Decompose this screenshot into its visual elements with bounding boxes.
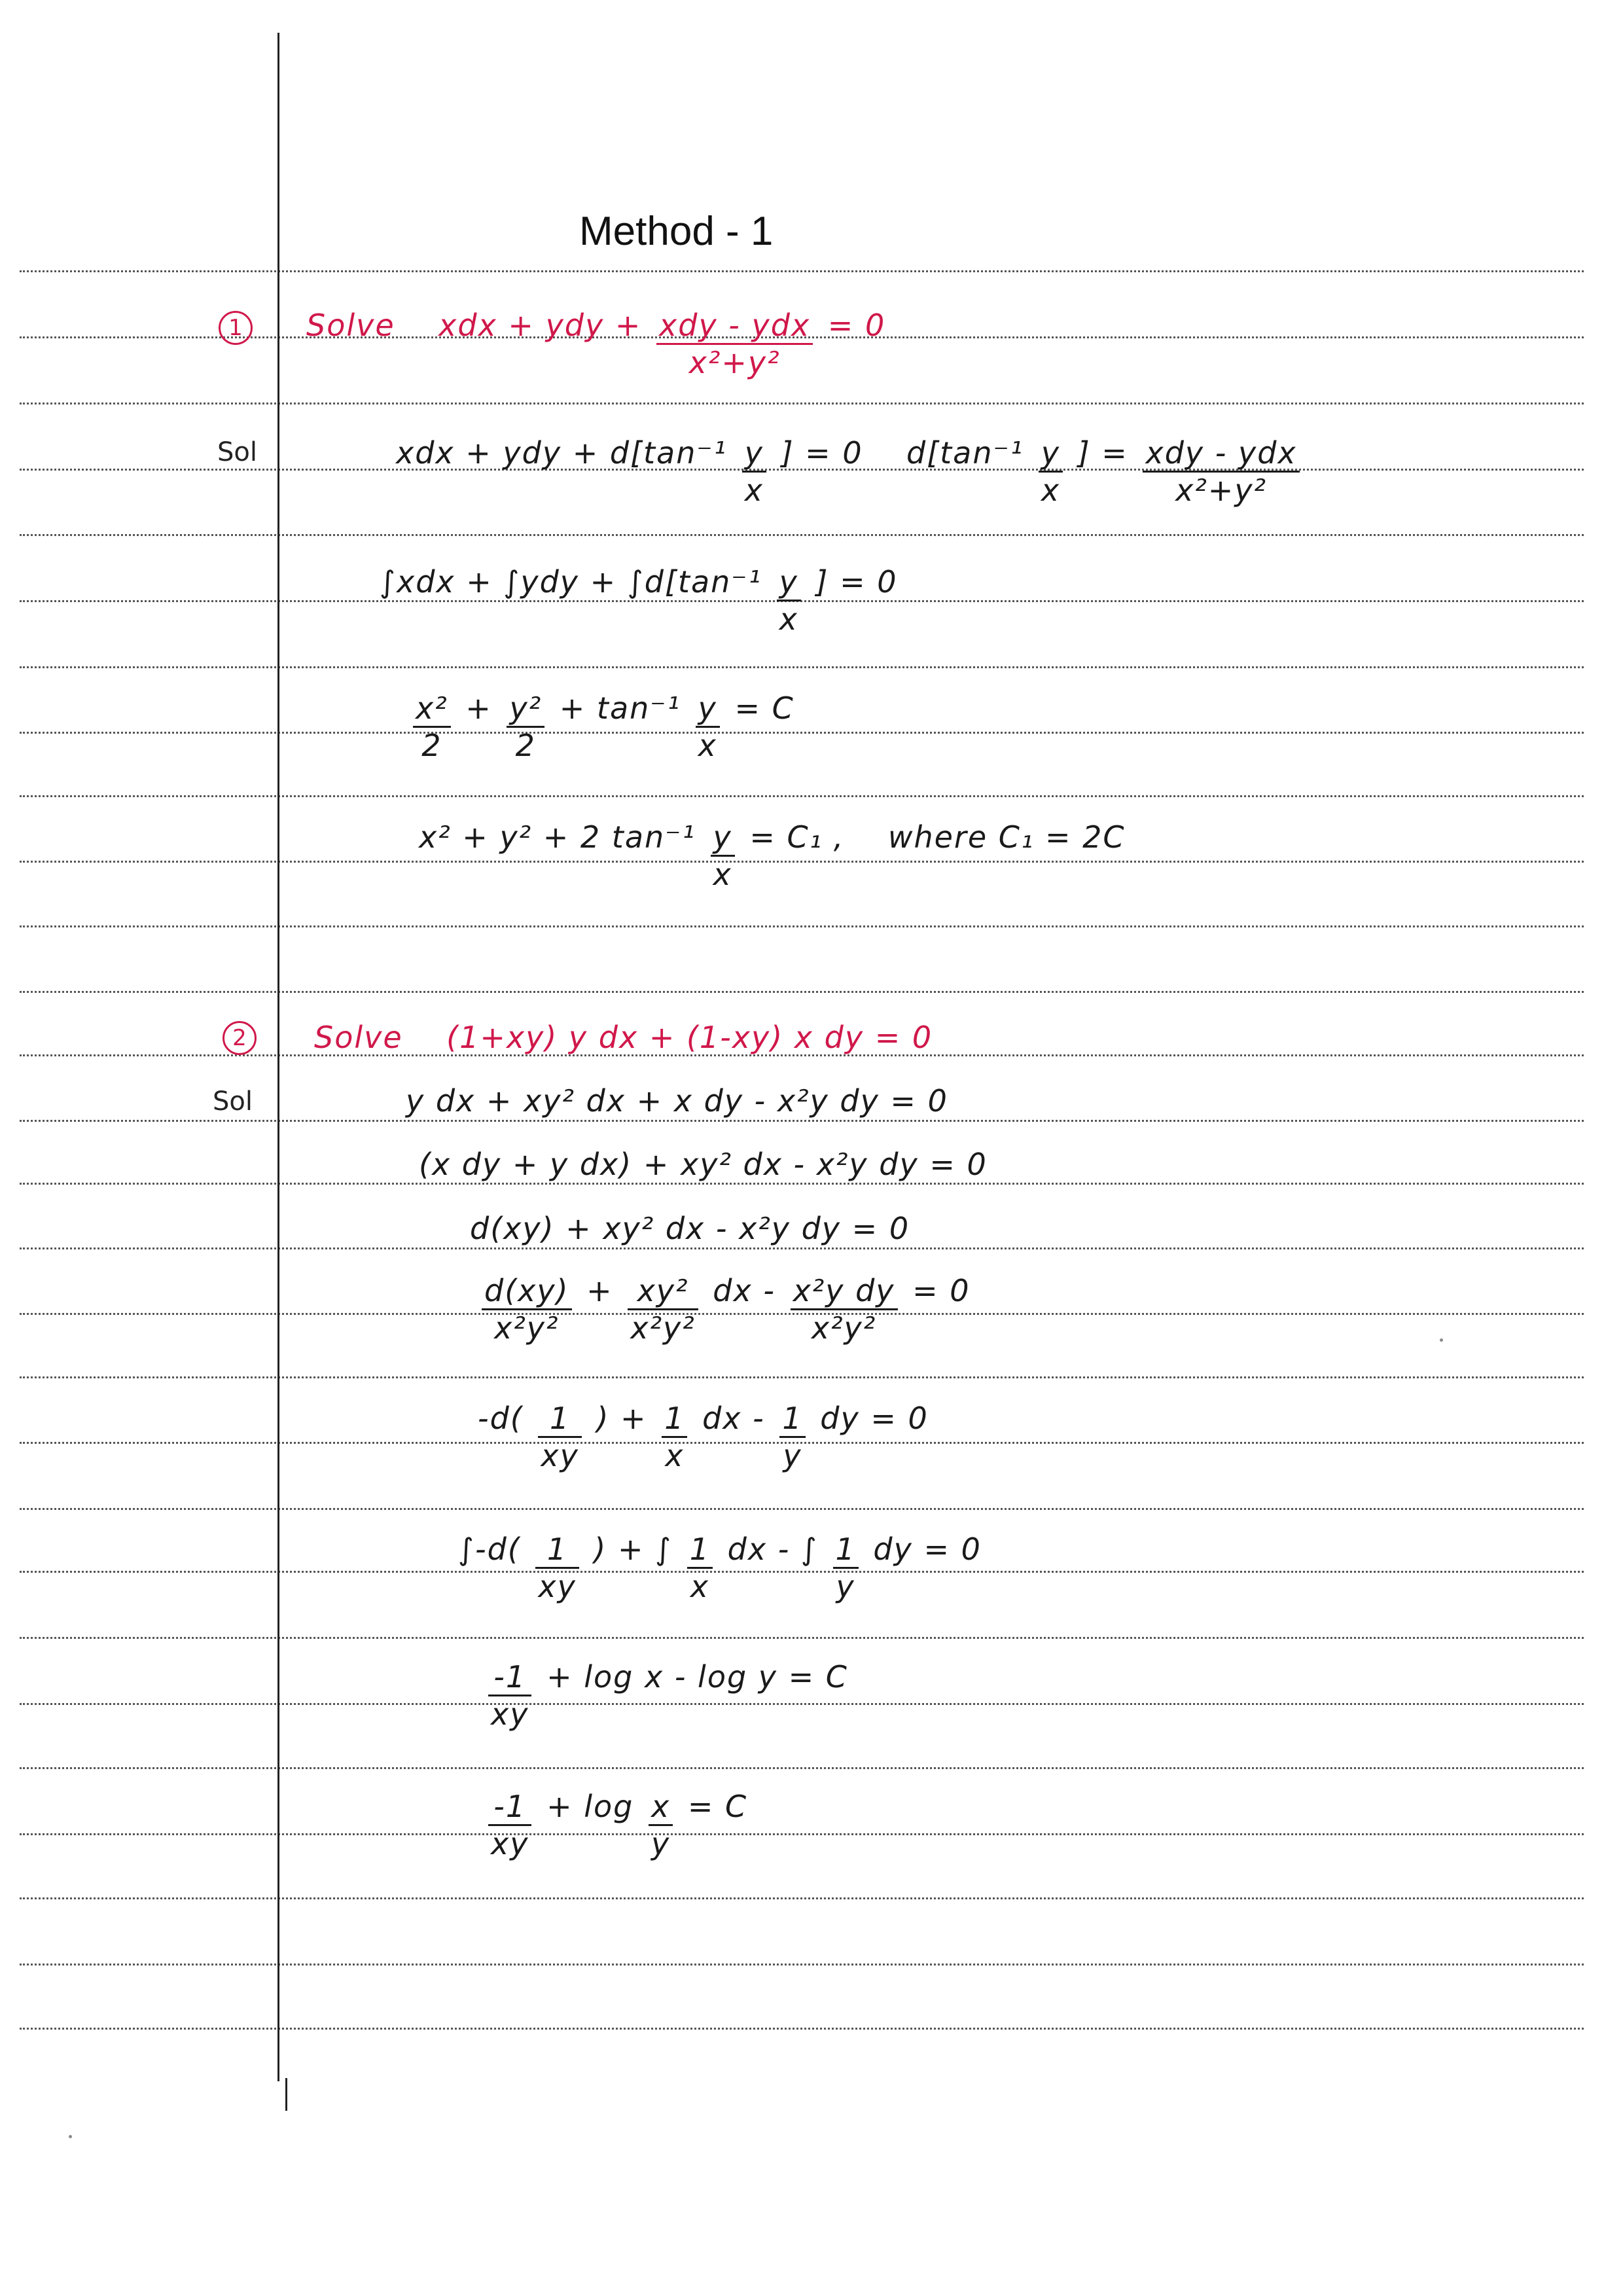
- operator: dx - ∫: [727, 1532, 818, 1567]
- frac-den: 2: [515, 728, 536, 763]
- p1-step-2: [380, 564, 898, 637]
- frac-num: xdy - ydx: [1143, 435, 1299, 473]
- step-text: ∫xdx + ∫ydy + ∫d[tan⁻¹: [380, 564, 762, 600]
- statement-text: (1+xy) y dx + (1-xy) x dy = 0: [446, 1020, 933, 1055]
- frac-num: y: [777, 564, 801, 601]
- p2-step-7: [484, 1659, 848, 1732]
- p2-step-2: (x dy + y dx) + xy² dx - x²y dy = 0: [419, 1147, 988, 1182]
- operator: -d(: [478, 1401, 524, 1436]
- page-title: Method - 1: [579, 209, 774, 254]
- step-text: = C₁ ,: [749, 819, 845, 855]
- frac-num: x²y dy: [791, 1273, 898, 1310]
- frac-den: xy: [541, 1438, 579, 1473]
- ruled-line: [20, 403, 1584, 404]
- frac-num: y: [711, 819, 735, 857]
- where-note: where C₁ = 2C: [887, 819, 1126, 855]
- statement-frac-denominator: x²+y²: [688, 345, 781, 380]
- ruled-line: [20, 666, 1584, 668]
- statement-frac-numerator: xdy - ydx: [656, 308, 813, 345]
- margin-line-tail: [285, 2078, 287, 2111]
- ruled-line: [20, 1508, 1584, 1510]
- p2-step-6: [458, 1532, 982, 1604]
- ruled-line: [20, 925, 1584, 927]
- frac-num: xy²: [628, 1273, 698, 1310]
- ruled-line: [20, 795, 1584, 797]
- p2-step-8: [484, 1789, 747, 1861]
- frac-den: x: [779, 601, 798, 637]
- operator: ∫-d(: [458, 1532, 521, 1567]
- frac-den: x: [698, 728, 717, 763]
- frac-num: x²: [413, 691, 451, 728]
- ruled-line: [20, 1897, 1584, 1899]
- operator: dy = 0: [820, 1401, 929, 1436]
- step-text: x² + y² + 2 tan⁻¹: [419, 819, 696, 855]
- frac-den: x: [713, 857, 732, 892]
- ruled-line: [20, 534, 1584, 536]
- speck: [69, 2135, 72, 2138]
- frac-num: x: [649, 1789, 673, 1826]
- operator: + log: [546, 1789, 634, 1824]
- frac-num: y: [1039, 435, 1063, 473]
- operator: ) + ∫: [594, 1532, 673, 1567]
- problem-1-statement: [306, 308, 885, 380]
- ruled-line: [20, 991, 1584, 993]
- frac-den: xy: [538, 1569, 577, 1604]
- frac-num: 1: [535, 1532, 579, 1569]
- p1-step-3: [409, 691, 794, 763]
- ruled-line: [20, 1964, 1584, 1965]
- frac-num: y²: [507, 691, 544, 728]
- note-text: d[tan⁻¹: [906, 435, 1024, 471]
- operator: + log x - log y = C: [546, 1659, 848, 1695]
- frac-num: 1: [833, 1532, 859, 1569]
- operator: dy = 0: [873, 1532, 982, 1567]
- note-text: ] =: [1077, 435, 1128, 471]
- p2-step-1: y dx + xy² dx + x dy - x²y dy = 0: [406, 1083, 948, 1119]
- ruled-line: [20, 1247, 1584, 1249]
- step-text: ] = 0: [815, 564, 898, 600]
- p2-step-4: [478, 1273, 971, 1346]
- sol-label: Sol: [213, 1086, 253, 1117]
- frac-den: xy: [491, 1826, 529, 1861]
- margin-line: [277, 33, 279, 2081]
- frac-num: y: [742, 435, 766, 473]
- speck: [1440, 1338, 1443, 1342]
- frac-num: 1: [538, 1401, 581, 1438]
- frac-den: x: [665, 1438, 685, 1473]
- frac-num: 1: [779, 1401, 805, 1438]
- frac-num: d(xy): [482, 1273, 572, 1310]
- ruled-line: [20, 2028, 1584, 2030]
- frac-den: x²y²: [811, 1310, 877, 1346]
- sol-label: Sol: [217, 437, 257, 467]
- ruled-line: [20, 1767, 1584, 1769]
- frac-den: 2: [421, 728, 442, 763]
- ruled-line: [20, 1833, 1584, 1835]
- step-text: xdx + ydy + d[tan⁻¹: [396, 435, 728, 471]
- ruled-line: [20, 732, 1584, 734]
- frac-den: x²y²: [494, 1310, 560, 1346]
- frac-num: -1: [488, 1659, 531, 1696]
- frac-den: x: [744, 473, 764, 508]
- operator: = C: [734, 691, 794, 726]
- ruled-line: [20, 1637, 1584, 1639]
- frac-den: xy: [491, 1696, 529, 1732]
- solve-label: Solve: [314, 1020, 403, 1055]
- p2-step-5: [478, 1401, 929, 1473]
- solve-label: Solve: [306, 308, 395, 343]
- frac-num: y: [696, 691, 720, 728]
- operator: ) +: [596, 1401, 647, 1436]
- problem-number-badge: 1: [219, 311, 253, 345]
- frac-den: x²+y²: [1175, 473, 1267, 508]
- frac-den: x: [690, 1569, 709, 1604]
- frac-num: 1: [662, 1401, 687, 1438]
- operator: +: [465, 691, 492, 726]
- p1-step-1: [396, 435, 863, 508]
- operator: = 0: [912, 1273, 971, 1308]
- frac-den: y: [783, 1438, 802, 1473]
- p2-step-3: d(xy) + xy² dx - x²y dy = 0: [470, 1211, 910, 1246]
- frac-den: x²y²: [630, 1310, 696, 1346]
- operator: + tan⁻¹: [559, 691, 681, 726]
- ruled-line: [20, 1183, 1584, 1185]
- frac-den: y: [651, 1826, 671, 1861]
- operator: dx -: [713, 1273, 776, 1308]
- statement-lhs: xdx + ydy +: [438, 308, 642, 343]
- ruled-line: [20, 1120, 1584, 1122]
- frac-den: y: [836, 1569, 855, 1604]
- p1-step-4: [419, 819, 1126, 892]
- operator: dx -: [702, 1401, 765, 1436]
- frac-num: 1: [687, 1532, 713, 1569]
- p1-side-note: [906, 435, 1304, 508]
- step-text: ] = 0: [781, 435, 863, 471]
- operator: +: [586, 1273, 613, 1308]
- operator: = C: [687, 1789, 748, 1824]
- problem-number-badge: 2: [223, 1021, 257, 1055]
- frac-num: -1: [488, 1789, 531, 1826]
- frac-den: x: [1041, 473, 1061, 508]
- statement-rhs: = 0: [827, 308, 886, 343]
- ruled-line: [20, 1376, 1584, 1378]
- problem-2-statement: [314, 1020, 933, 1055]
- ruled-line: [20, 270, 1584, 272]
